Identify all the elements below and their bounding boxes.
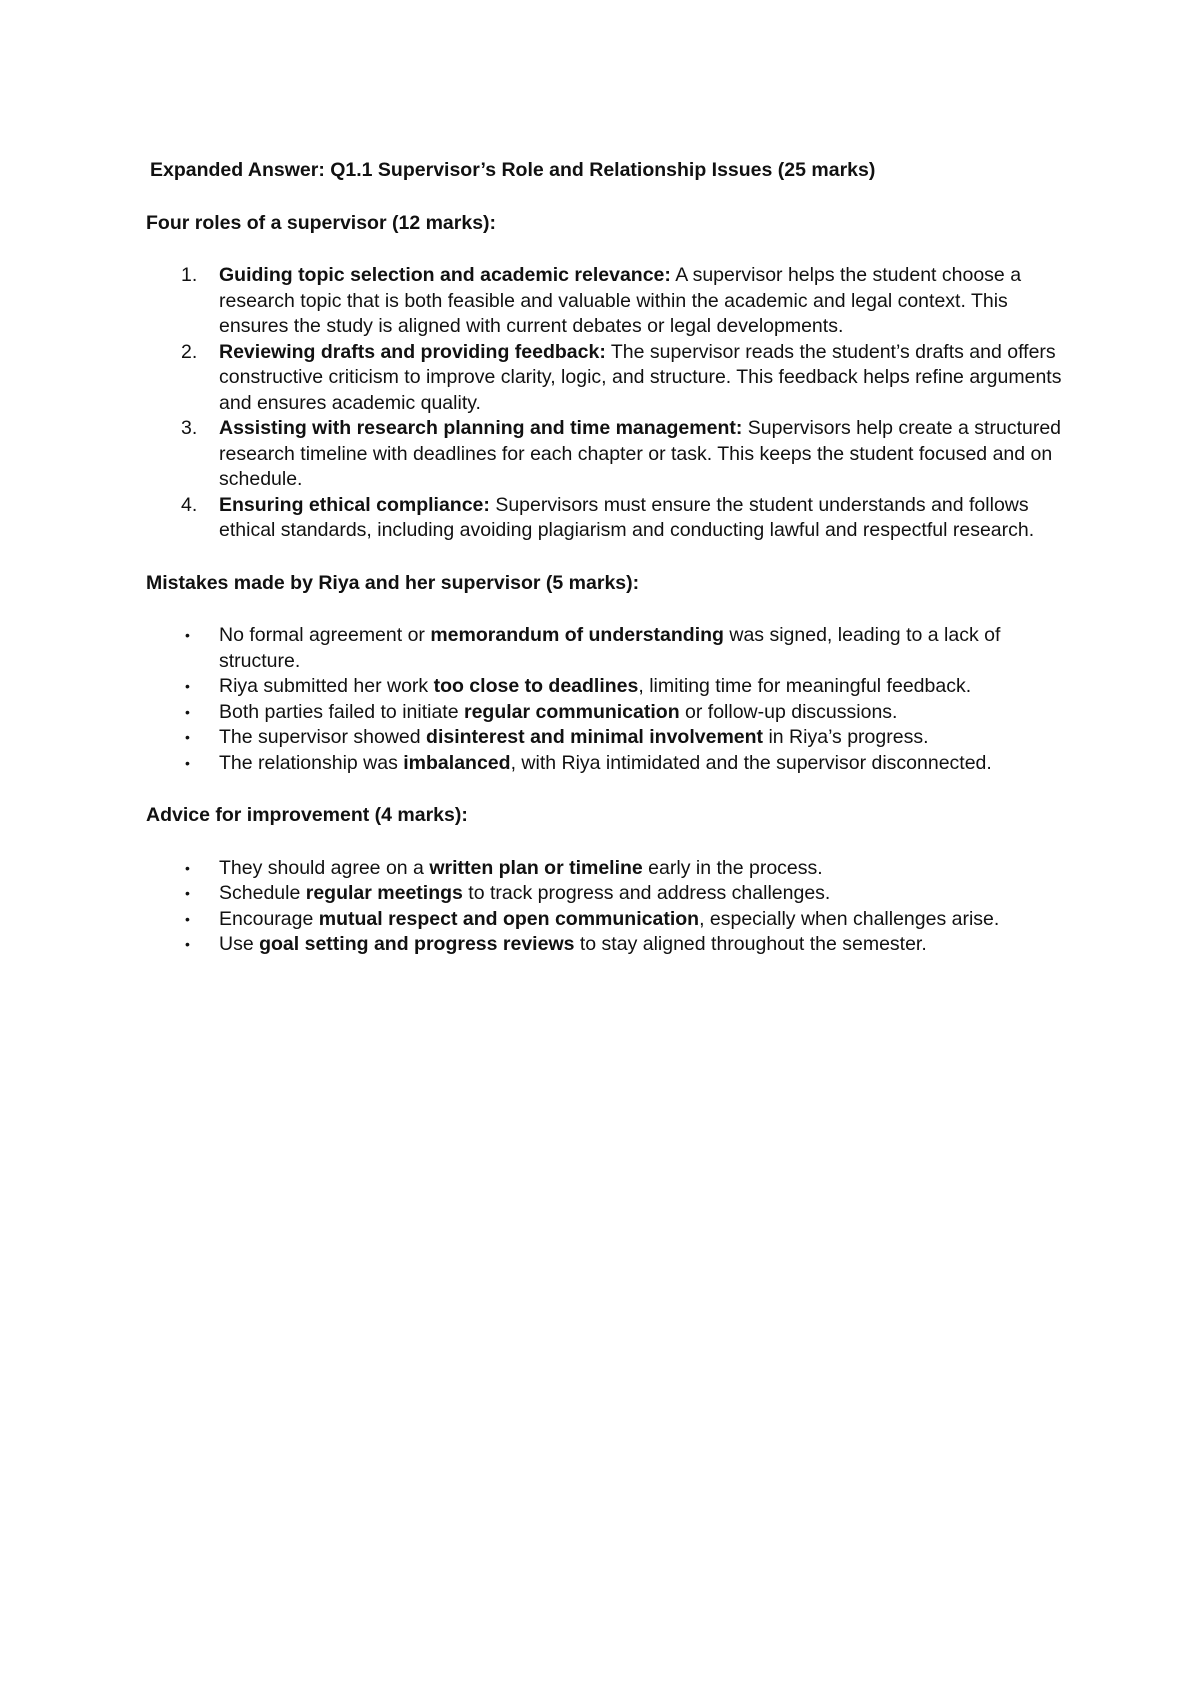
item-text: Encourage [219,907,319,930]
item-bold-text: written plan or timeline [429,856,643,879]
list-item [146,932,1066,958]
bullet-icon: • [185,678,190,694]
bullet-icon: • [185,885,190,901]
bullet-icon: • [185,729,190,745]
item-text: , limiting time for meaningful feedback. [638,675,972,697]
item-text: Both parties failed to initiate [219,700,464,723]
item-text: They should agree on a [219,856,430,879]
item-text: early in the process. [642,856,823,879]
list-item [146,263,1066,340]
bullet-icon: • [185,910,190,927]
list-item [146,856,1066,882]
list-item [146,340,1066,417]
bullet-icon: • [185,703,190,720]
document-body [146,158,1066,985]
item-text: Use [219,933,260,955]
section-heading-roles: Four roles of a supervisor (12 marks): [146,211,497,234]
item-bold-text: Reviewing drafts and providing feedback: [219,340,606,363]
list-item [146,881,1066,907]
item-bold-text: Assisting with research planning and time management: [219,417,743,439]
list-item [146,700,1066,726]
item-bold-text: Guiding topic selection and academic relevance: [219,264,671,286]
list-item [146,416,1066,493]
roles-list [146,263,1066,544]
list-number: 4. [181,493,198,516]
item-text: The supervisor reads the student’s drafts and offers constructive criticism to improve clarity, logic, and structure. This feedback helps refine arguments and ensures academic quality. [219,340,1062,414]
list-item [146,751,1066,777]
item-bold-text: disinterest and minimal involvement [426,726,764,748]
item-text: Riya submitted her work [219,675,434,697]
list-item [146,674,1066,700]
item-bold-text: regular communication [463,700,680,723]
document-title: Expanded Answer: Q1.1 Supervisor’s Role and Relationship Issues (25 marks) [150,159,876,181]
item-text: was signed, leading to a lack of structure. [219,624,1001,672]
item-text: or follow-up discussions. [679,700,898,723]
list-number: 1. [181,264,198,286]
list-item [146,907,1066,933]
item-text: , with Riya intimidated and the supervisor disconnected. [510,751,992,774]
bullet-icon: • [185,627,190,643]
item-bold-text: imbalanced [403,751,511,774]
mistakes-list [146,623,1066,776]
section-heading-mistakes: Mistakes made by Riya and her supervisor (5 marks): [146,571,640,594]
bullet-icon: • [185,754,190,771]
item-bold-text: goal setting and progress reviews [259,933,575,955]
item-text: The relationship was [219,751,404,774]
item-text: Supervisors help create a structured research timeline with deadlines for each chapter or task. This keeps the student focused and on schedule. [219,417,1062,490]
item-text: to track progress and address challenges. [462,882,831,904]
item-text: in Riya’s progress. [763,726,929,748]
item-text: Supervisors must ensure the student understands and follows ethical standards, including avoiding plagiarism and conducting lawful and respectful research. [219,493,1035,541]
list-number: 3. [181,417,198,439]
list-item [146,623,1066,674]
item-bold-text: memorandum of understanding [430,624,724,646]
item-bold-text: too close to deadlines [433,675,639,697]
list-item [146,725,1066,751]
bullet-icon: • [185,859,190,876]
item-text: The supervisor showed [219,726,427,748]
item-bold-text: regular meetings [305,882,463,904]
list-number: 2. [181,340,198,363]
item-text: , especially when challenges arise. [699,907,1000,930]
list-item [146,493,1066,544]
bullet-icon: • [185,936,190,952]
item-bold-text: mutual respect and open communication [318,907,700,930]
item-text: Schedule [219,882,306,904]
section-heading-advice: Advice for improvement (4 marks): [146,804,468,826]
advice-list [146,856,1066,958]
item-text: No formal agreement or [219,624,431,646]
item-bold-text: Ensuring ethical compliance: [219,493,490,516]
item-text: to stay aligned throughout the semester. [574,933,927,955]
item-text: A supervisor helps the student choose a research topic that is both feasible and valuable within the academic and legal context. This ensures the study is aligned with current debates or legal developments. [219,264,1022,337]
